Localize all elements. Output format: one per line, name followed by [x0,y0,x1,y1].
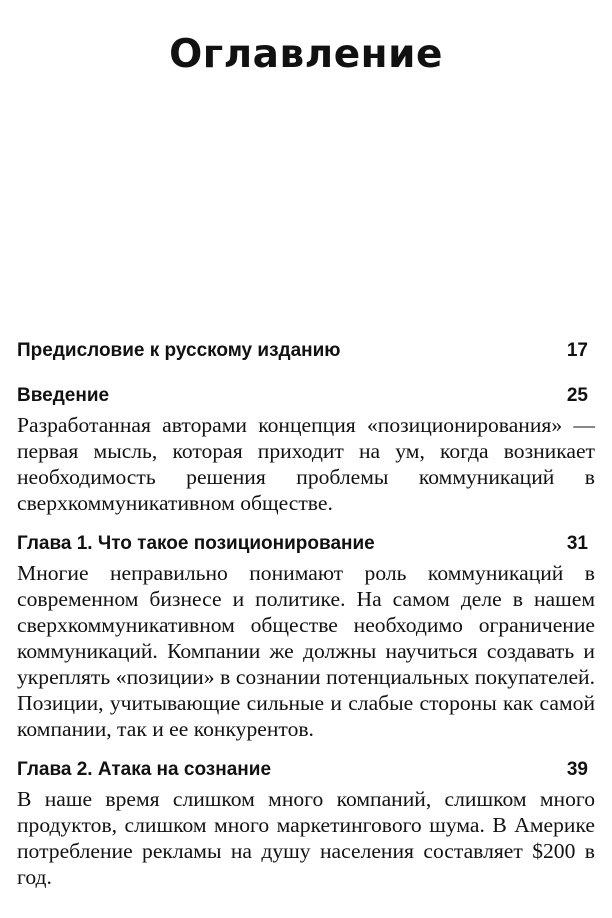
toc-entry-description: Многие неправильно понимают роль коммуникаций в современном бизнесе и политике. На самом деле в нашем сверхкоммуникативном обществе необходимо ограничение коммуникаций. Компании же должны научиться создавать и укреплять «позиции» в сознании потенциальных покупателей. Позиции, учитывающие сильные и слабые стороны как самой компании, так и ее конкурентов. [17,561,595,741]
toc-entry-page-number: 39 [566,759,588,780]
toc-entry-preface [17,338,595,364]
page-title: Оглавление [169,32,443,78]
toc-entry-chapter-2 [17,757,595,890]
toc-entry-page-number: 17 [566,340,588,361]
toc-entry-heading [17,383,595,409]
toc-entry-description: Разработанная авторами концепция «позиционирования» — первая мысль, которая приходит на ум, когда возникает необходимость решения проблемы коммуникаций в сверхкоммуникативном обществе. [17,413,595,515]
toc-entry-title: Введение [17,385,110,406]
toc-entry-title: Глава 1. Что такое позиционирование [17,533,375,554]
toc-entry-description: В наше время слишком много компаний, слишком много продуктов, слишком много маркетингового шума. В Америке потребление рекламы на душу населения составляет $200 в год. [17,787,595,889]
toc-entry-heading [17,338,595,364]
toc-entry-page-number: 25 [566,385,588,406]
toc-entry-chapter-1 [17,531,595,742]
table-of-contents [17,338,595,890]
toc-entry-heading [17,531,595,557]
toc-entry-title: Глава 2. Атака на сознание [17,759,272,780]
toc-entry-title: Предисловие к русскому изданию [17,340,341,361]
toc-entry-page-number: 31 [566,533,588,554]
toc-entry-introduction [17,383,595,516]
toc-entry-heading [17,757,595,783]
